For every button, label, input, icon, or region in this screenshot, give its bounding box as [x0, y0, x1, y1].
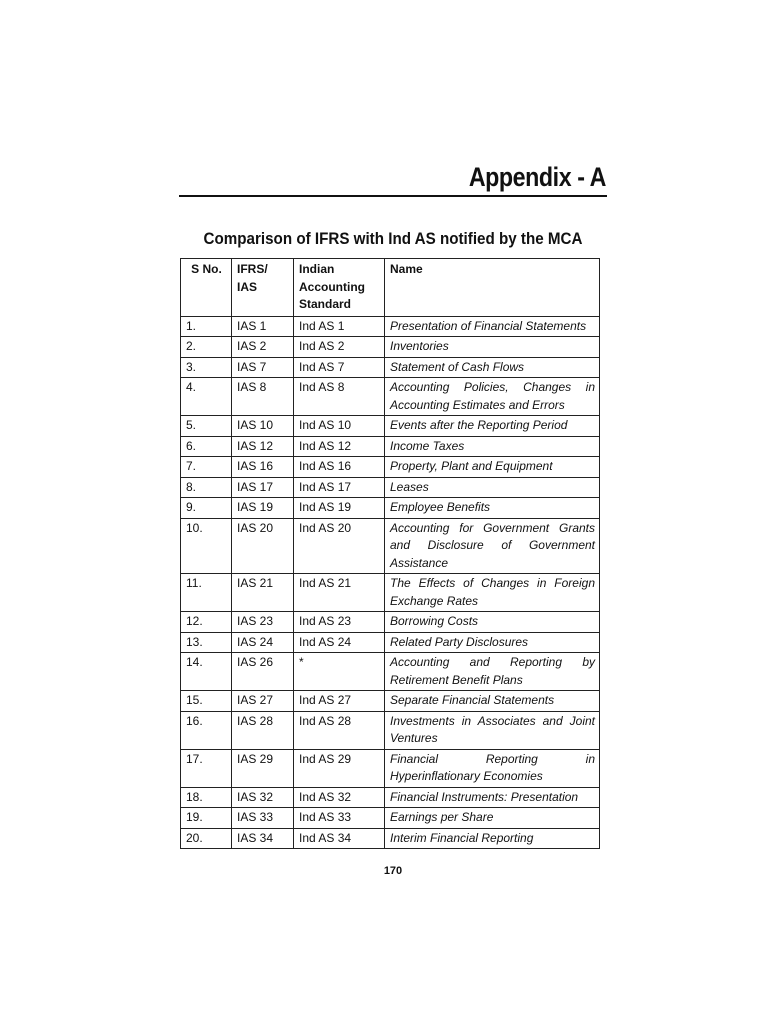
table-row — [181, 378, 600, 416]
table-row — [181, 632, 600, 653]
cell-ifrs: IAS 21 — [232, 574, 294, 612]
cell-name: Inventories — [385, 337, 600, 358]
cell-name: Statement of Cash Flows — [385, 357, 600, 378]
cell-sno: 2. — [181, 337, 232, 358]
cell-ifrs: IAS 23 — [232, 612, 294, 633]
table-row — [181, 711, 600, 749]
table-row — [181, 337, 600, 358]
cell-ifrs: IAS 2 — [232, 337, 294, 358]
cell-name: Accounting for Government Grants and Disclosure of Government Assistance — [385, 518, 600, 574]
cell-name: Borrowing Costs — [385, 612, 600, 633]
table-header-row — [181, 259, 600, 317]
cell-indian-accounting-standard: Ind AS 16 — [294, 457, 385, 478]
cell-sno: 5. — [181, 416, 232, 437]
cell-sno: 18. — [181, 787, 232, 808]
cell-name: Leases — [385, 477, 600, 498]
cell-name: Income Taxes — [385, 436, 600, 457]
cell-name: Related Party Disclosures — [385, 632, 600, 653]
table-row — [181, 357, 600, 378]
cell-sno: 10. — [181, 518, 232, 574]
cell-sno: 13. — [181, 632, 232, 653]
cell-sno: 1. — [181, 316, 232, 337]
cell-name: Earnings per Share — [385, 808, 600, 829]
cell-sno: 8. — [181, 477, 232, 498]
cell-ifrs: IAS 28 — [232, 711, 294, 749]
cell-ifrs: IAS 16 — [232, 457, 294, 478]
cell-sno: 17. — [181, 749, 232, 787]
cell-ifrs: IAS 27 — [232, 691, 294, 712]
cell-indian-accounting-standard: Ind AS 19 — [294, 498, 385, 519]
cell-name: Financial Instruments: Presentation — [385, 787, 600, 808]
cell-name: Employee Benefits — [385, 498, 600, 519]
cell-name: The Effects of Changes in Foreign Exchange Rates — [385, 574, 600, 612]
cell-indian-accounting-standard: * — [294, 653, 385, 691]
cell-indian-accounting-standard: Ind AS 34 — [294, 828, 385, 849]
cell-ifrs: IAS 33 — [232, 808, 294, 829]
cell-indian-accounting-standard: Ind AS 27 — [294, 691, 385, 712]
cell-name: Accounting and Reporting by Retirement Benefit Plans — [385, 653, 600, 691]
cell-name: Accounting Policies, Changes in Accounting Estimates and Errors — [385, 378, 600, 416]
page-number: 170 — [383, 865, 403, 877]
table-row — [181, 457, 600, 478]
cell-sno: 12. — [181, 612, 232, 633]
cell-sno: 19. — [181, 808, 232, 829]
cell-sno: 7. — [181, 457, 232, 478]
table-row — [181, 477, 600, 498]
cell-sno: 9. — [181, 498, 232, 519]
cell-indian-accounting-standard: Ind AS 20 — [294, 518, 385, 574]
cell-indian-accounting-standard: Ind AS 28 — [294, 711, 385, 749]
cell-indian-accounting-standard: Ind AS 17 — [294, 477, 385, 498]
cell-indian-accounting-standard: Ind AS 7 — [294, 357, 385, 378]
cell-name: Presentation of Financial Statements — [385, 316, 600, 337]
cell-name: Property, Plant and Equipment — [385, 457, 600, 478]
table-row — [181, 749, 600, 787]
cell-indian-accounting-standard: Ind AS 2 — [294, 337, 385, 358]
cell-indian-accounting-standard: Ind AS 33 — [294, 808, 385, 829]
cell-indian-accounting-standard: Ind AS 21 — [294, 574, 385, 612]
cell-indian-accounting-standard: Ind AS 1 — [294, 316, 385, 337]
cell-sno: 4. — [181, 378, 232, 416]
table-row — [181, 653, 600, 691]
cell-sno: 15. — [181, 691, 232, 712]
table-row — [181, 828, 600, 849]
table-row — [181, 612, 600, 633]
cell-ifrs: IAS 34 — [232, 828, 294, 849]
header-indian-accounting-standard: Indian Accounting Standard — [294, 259, 385, 317]
header-ifrs: IFRS/ IAS — [232, 259, 294, 317]
table-row — [181, 316, 600, 337]
cell-indian-accounting-standard: Ind AS 24 — [294, 632, 385, 653]
cell-ifrs: IAS 7 — [232, 357, 294, 378]
comparison-table — [180, 258, 600, 849]
cell-indian-accounting-standard: Ind AS 32 — [294, 787, 385, 808]
cell-indian-accounting-standard: Ind AS 12 — [294, 436, 385, 457]
cell-sno: 3. — [181, 357, 232, 378]
cell-ifrs: IAS 29 — [232, 749, 294, 787]
table-body — [181, 316, 600, 849]
table-row — [181, 498, 600, 519]
table-caption: Comparison of IFRS with Ind AS notified by the MCA — [203, 230, 583, 248]
header-sno: S No. — [181, 259, 232, 317]
cell-ifrs: IAS 12 — [232, 436, 294, 457]
appendix-title: Appendix - A — [468, 162, 606, 192]
cell-sno: 16. — [181, 711, 232, 749]
cell-sno: 11. — [181, 574, 232, 612]
cell-name: Separate Financial Statements — [385, 691, 600, 712]
title-rule — [179, 195, 607, 197]
cell-ifrs: IAS 1 — [232, 316, 294, 337]
cell-ifrs: IAS 26 — [232, 653, 294, 691]
cell-name: Financial Reporting in Hyperinflationary Economies — [385, 749, 600, 787]
cell-ifrs: IAS 17 — [232, 477, 294, 498]
cell-indian-accounting-standard: Ind AS 29 — [294, 749, 385, 787]
cell-ifrs: IAS 10 — [232, 416, 294, 437]
table-row — [181, 691, 600, 712]
table-row — [181, 787, 600, 808]
header-name: Name — [385, 259, 600, 317]
cell-name: Investments in Associates and Joint Ventures — [385, 711, 600, 749]
cell-sno: 20. — [181, 828, 232, 849]
cell-ifrs: IAS 19 — [232, 498, 294, 519]
cell-indian-accounting-standard: Ind AS 10 — [294, 416, 385, 437]
table-row — [181, 436, 600, 457]
cell-name: Interim Financial Reporting — [385, 828, 600, 849]
cell-indian-accounting-standard: Ind AS 23 — [294, 612, 385, 633]
table-row — [181, 574, 600, 612]
cell-sno: 6. — [181, 436, 232, 457]
cell-ifrs: IAS 20 — [232, 518, 294, 574]
cell-ifrs: IAS 24 — [232, 632, 294, 653]
cell-ifrs: IAS 8 — [232, 378, 294, 416]
table-row — [181, 416, 600, 437]
cell-sno: 14. — [181, 653, 232, 691]
table-row — [181, 518, 600, 574]
table-row — [181, 808, 600, 829]
cell-indian-accounting-standard: Ind AS 8 — [294, 378, 385, 416]
cell-ifrs: IAS 32 — [232, 787, 294, 808]
cell-name: Events after the Reporting Period — [385, 416, 600, 437]
